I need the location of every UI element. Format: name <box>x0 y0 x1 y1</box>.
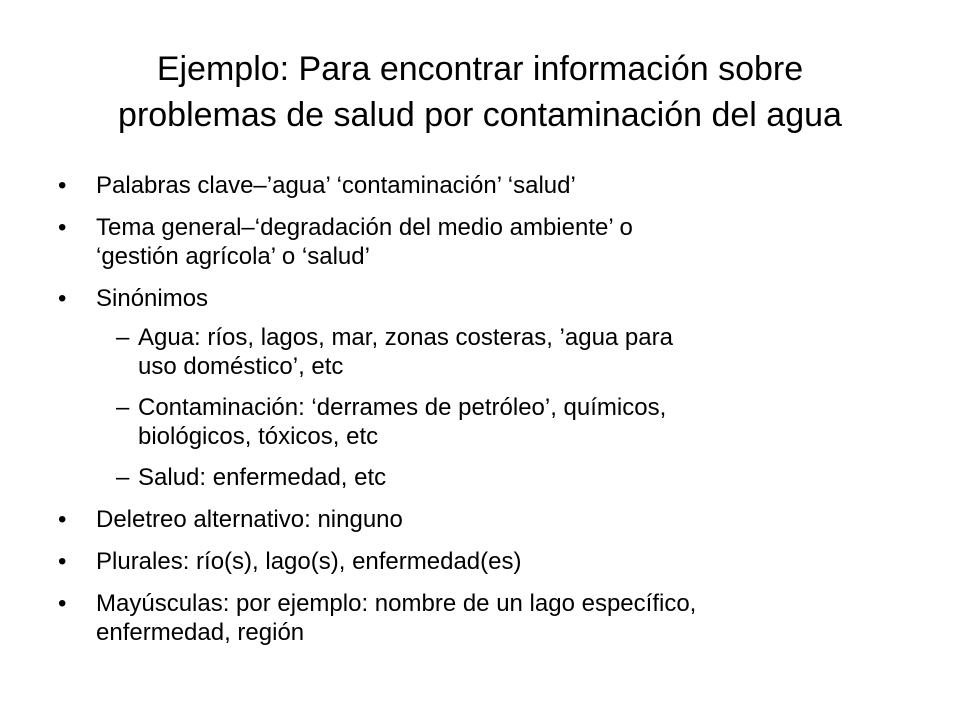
dash-icon: – <box>116 324 130 351</box>
dash-icon: – <box>116 394 130 421</box>
bullet-item-plurales <box>0 547 960 576</box>
bullet-text <box>96 171 916 200</box>
bullet-text-line: Sinónimos <box>96 285 209 312</box>
bullet-item-sinonimos <box>0 284 960 313</box>
bullet-icon: • <box>58 285 67 312</box>
sub-item-agua <box>0 323 960 381</box>
sub-item-text-line: biológicos, tóxicos, etc <box>138 423 379 450</box>
sub-item-text-line: Contaminación: ‘derrames de petróleo’, químicos, <box>138 394 667 421</box>
sub-item-text <box>138 463 858 492</box>
bullet-item-tema-general <box>0 213 960 271</box>
slide-body <box>0 171 960 660</box>
sub-item-text <box>138 393 858 451</box>
bullet-text <box>96 547 916 576</box>
slide-title-line: problemas de salud por contaminación del agua <box>118 96 842 134</box>
slide-title-line: Ejemplo: Para encontrar información sobre <box>156 50 804 88</box>
bullet-item-palabras-clave <box>0 171 960 200</box>
bullet-text <box>96 589 916 647</box>
bullet-text-line: Deletreo alternativo: ninguno <box>96 506 403 533</box>
bullet-text-line: ‘gestión agrícola’ o ‘salud’ <box>96 243 370 270</box>
dash-icon: – <box>116 464 130 491</box>
bullet-icon: • <box>58 548 67 575</box>
bullet-item-deletreo <box>0 505 960 534</box>
bullet-text-line: Tema general–‘degradación del medio ambiente’ o <box>96 214 633 241</box>
bullet-text-line: Palabras clave–’agua’ ‘contaminación’ ‘salud’ <box>96 172 576 199</box>
sub-item-text <box>138 323 858 381</box>
sub-item-text-line: Salud: enfermedad, etc <box>138 464 387 491</box>
bullet-text-line: enfermedad, región <box>96 619 305 646</box>
bullet-text <box>96 505 916 534</box>
bullet-item-mayusculas <box>0 589 960 647</box>
bullet-icon: • <box>58 214 67 241</box>
bullet-text <box>96 213 916 271</box>
bullet-text <box>96 284 916 313</box>
bullet-icon: • <box>58 590 67 617</box>
sub-item-text-line: uso doméstico’, etc <box>138 353 344 380</box>
bullet-icon: • <box>58 172 67 199</box>
sub-item-contaminacion <box>0 393 960 451</box>
bullet-text-line: Mayúsculas: por ejemplo: nombre de un lago específico, <box>96 590 697 617</box>
sub-item-salud <box>0 463 960 492</box>
bullet-text-line: Plurales: río(s), lago(s), enfermedad(es) <box>96 548 522 575</box>
bullet-icon: • <box>58 506 67 533</box>
slide-title <box>40 46 920 138</box>
sub-item-text-line: Agua: ríos, lagos, mar, zonas costeras, ’agua para <box>138 324 673 351</box>
